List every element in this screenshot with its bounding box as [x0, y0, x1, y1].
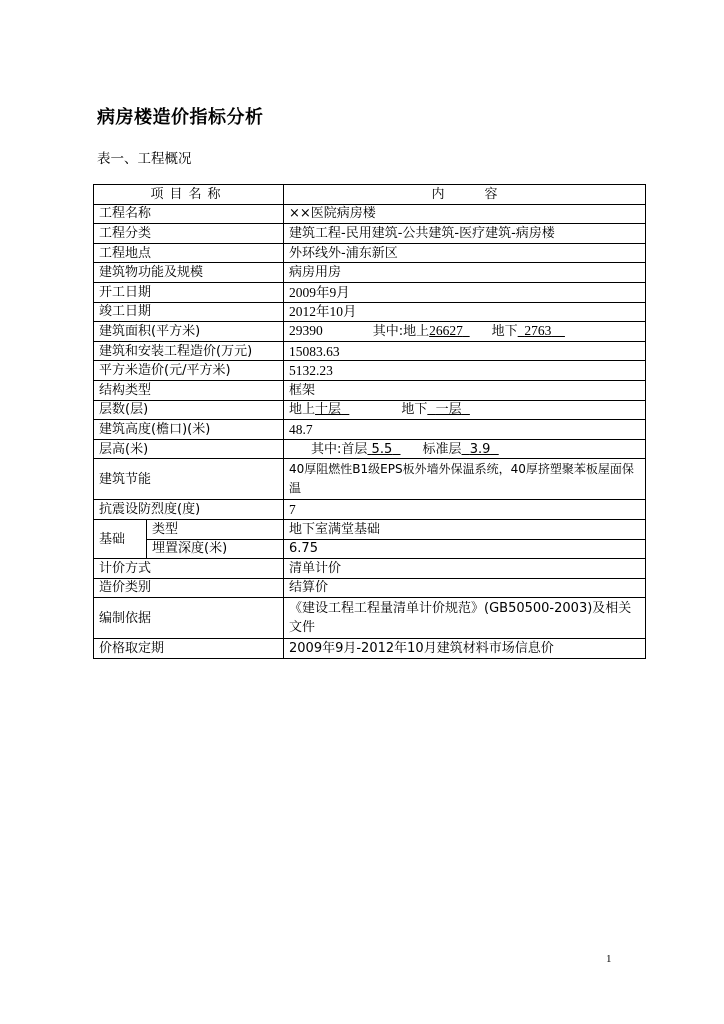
table-row	[94, 420, 646, 440]
foundation-type-value: 地下室满堂基础	[284, 519, 646, 539]
area-total: 29390	[289, 323, 323, 339]
row-label: 工程地点	[94, 243, 284, 263]
row-value: 5132.23	[284, 361, 646, 381]
row-value: 7	[284, 500, 646, 520]
standard-floor-height: 3.9	[469, 441, 491, 457]
page-number: 1	[606, 953, 612, 965]
table-header-row	[94, 185, 646, 205]
floors-above-prefix: 地上	[289, 402, 316, 418]
row-value: 外环线外-浦东新区	[284, 243, 646, 263]
area-below-prefix: 地下	[491, 324, 518, 340]
row-value: 《建设工程工程量清单计价规范》(GB50500-2003)及相关文件	[284, 598, 646, 639]
first-floor-prefix: 其中:首层	[311, 441, 368, 457]
row-label: 建筑高度(檐口)(米)	[94, 420, 284, 440]
row-label: 平方米造价(元/平方米)	[94, 361, 284, 381]
area-above: 26627	[429, 323, 463, 339]
area-below: 2763	[524, 323, 552, 339]
row-value: 2009年9月	[284, 282, 646, 302]
row-label: 抗震设防烈度(度)	[94, 500, 284, 520]
floors-below: 一层	[435, 402, 462, 418]
table-row	[94, 224, 646, 244]
row-label: 价格取定期	[94, 639, 284, 659]
row-value-area	[284, 322, 646, 342]
row-value: 清单计价	[284, 559, 646, 579]
table-row	[94, 459, 646, 500]
row-value: ××医院病房楼	[284, 204, 646, 224]
floors-below-prefix: 地下	[401, 402, 428, 418]
table-row	[94, 263, 646, 283]
table-row	[94, 204, 646, 224]
table-row	[94, 559, 646, 579]
row-label: 造价类别	[94, 578, 284, 598]
foundation-depth-label: 埋置深度(米)	[147, 539, 284, 559]
row-label: 编制依据	[94, 598, 284, 639]
header-item: 项目名称	[94, 185, 284, 205]
project-overview-table	[93, 184, 646, 659]
row-label: 建筑和安装工程造价(万元)	[94, 341, 284, 361]
row-value: 结算价	[284, 578, 646, 598]
foundation-depth-value: 6.75	[284, 539, 646, 559]
table-row	[94, 598, 646, 639]
row-value-floors	[284, 400, 646, 420]
table-row	[94, 439, 646, 459]
row-label: 竣工日期	[94, 302, 284, 322]
standard-floor-prefix: 标准层	[422, 441, 462, 457]
row-value-floor-height	[284, 439, 646, 459]
row-label: 建筑物功能及规模	[94, 263, 284, 283]
row-label: 工程名称	[94, 204, 284, 224]
row-value: 48.7	[284, 420, 646, 440]
row-value: 框架	[284, 380, 646, 400]
foundation-label: 基础	[94, 519, 147, 558]
table-row	[94, 500, 646, 520]
table-row	[94, 539, 646, 559]
table-row	[94, 400, 646, 420]
row-value: 2009年9月-2012年10月建筑材料市场信息价	[284, 639, 646, 659]
row-label: 层数(层)	[94, 400, 284, 420]
row-label: 建筑面积(平方米)	[94, 322, 284, 342]
table-row	[94, 243, 646, 263]
row-value: 2012年10月	[284, 302, 646, 322]
row-value: 40厚阻燃性B1级EPS板外墙外保温系统，40厚挤塑聚苯板屋面保温	[284, 459, 646, 500]
table-row	[94, 322, 646, 342]
row-label: 工程分类	[94, 224, 284, 244]
first-floor-height: 5.5	[371, 441, 393, 457]
table-caption: 表一、工程概况	[97, 151, 192, 167]
table-row	[94, 380, 646, 400]
row-value: 建筑工程-民用建筑-公共建筑-医疗建筑-病房楼	[284, 224, 646, 244]
row-label: 建筑节能	[94, 459, 284, 500]
table-row	[94, 578, 646, 598]
table-row	[94, 282, 646, 302]
floors-above: 十层	[315, 402, 342, 418]
foundation-type-label: 类型	[147, 519, 284, 539]
table-row	[94, 341, 646, 361]
header-content: 内 容	[284, 185, 646, 205]
table-row	[94, 519, 646, 539]
row-label: 结构类型	[94, 380, 284, 400]
page-title: 病房楼造价指标分析	[97, 107, 264, 128]
row-value: 15083.63	[284, 341, 646, 361]
row-value: 病房用房	[284, 263, 646, 283]
row-label: 计价方式	[94, 559, 284, 579]
table-row	[94, 639, 646, 659]
table-row	[94, 361, 646, 381]
table-row	[94, 302, 646, 322]
row-label: 开工日期	[94, 282, 284, 302]
area-above-prefix: 其中:地上	[372, 324, 430, 340]
row-label: 层高(米)	[94, 439, 284, 459]
